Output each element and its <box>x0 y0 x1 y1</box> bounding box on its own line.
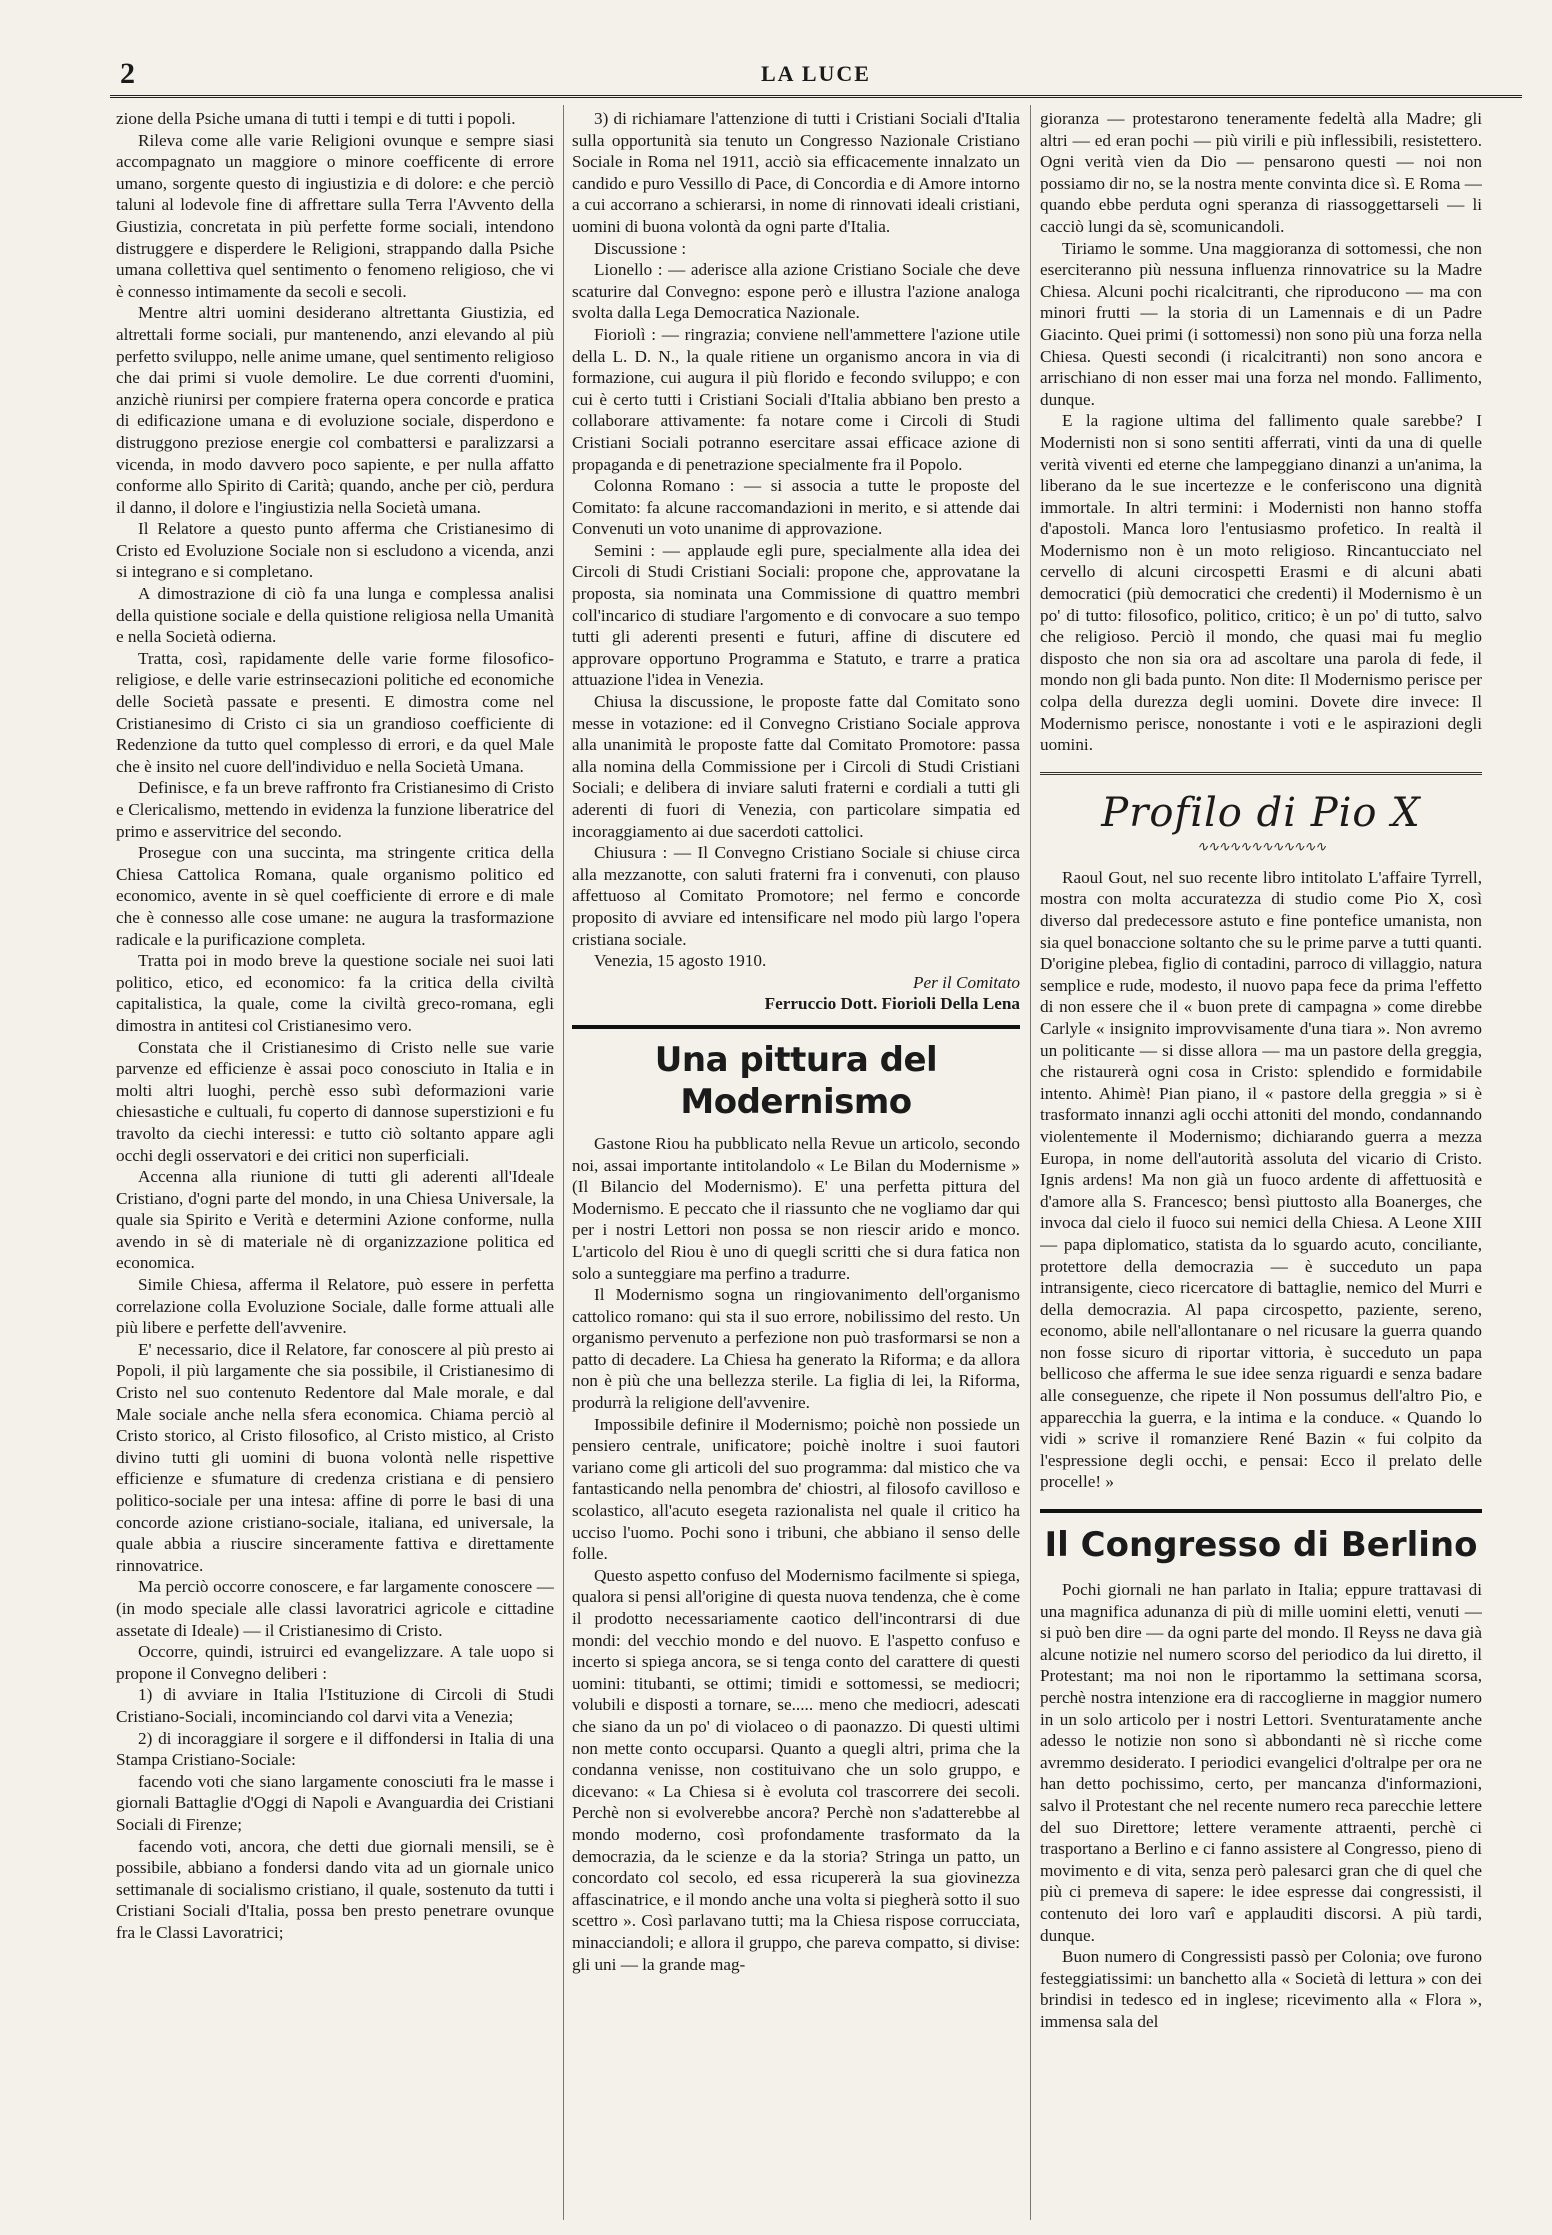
paragraph: Occorre, quindi, istruirci ed evangelizzare. A tale uopo si propone il Convegno deliberi : <box>116 1642 554 1683</box>
paragraph: 3) di richiamare l'attenzione di tutti i Cristiani Sociali d'Italia sulla opportunità sia tenuto un Congresso Nazionale Cristiano Sociale in Roma nel 1911, acciò sia efficacemente innalzato un candido e puro Vessillo di Pace, di Concordia e di Amore intorno a cui accorrano a schierarsi, in nome di rinnovati ideali cristiani, uomini di buona volontà da ogni parte d'Italia. <box>572 109 1020 236</box>
paragraph: Impossibile definire il Modernismo; poichè non possiede un pensiero centrale, unificatore; poichè inoltre i suoi fautori variano come gli articoli del suo programma: dal mistico che va fantasticando nella penombra de' chiostri, al filosofo cavilloso e scolastico, all'acuto esegeta razionalista nel quale il critico ha ucciso l'uomo. Pochi sono i tribuni, che abbiano il senso delle folle. <box>572 1414 1020 1564</box>
column-3 <box>1040 108 1482 2218</box>
paragraph: 2) di incoraggiare il sorgere e il diffondersi in Italia di una Stampa Cristiano-Sociale: <box>116 1728 554 1770</box>
paragraph: Accenna alla riunione di tutti gli aderenti all'Ideale Cristiano, d'ogni parte del mondo, in una Chiesa Universale, la quale sia Spirito e Verità e determini Azione conforme, nulla avendo in sè di materiale nè di organizzazione politica ed economica. <box>116 1167 554 1273</box>
paragraph: Chiusa la discussione, le proposte fatte dal Comitato sono messe in votazione: ed il Convegno Cristiano Sociale approva alla unanimità le proposte fatte dal Comitato Promotore: passa alla nomina della Commissione per i Circoli di Studi Cristiani Sociali; e delibera di inviare saluti fraterni e cordiali a tutti gli aderenti di fuori di Venezia, con particolare simpatia ed incoraggiamento ai due sacerdoti cattolici. <box>572 692 1020 841</box>
paragraph: Il Relatore a questo punto afferma che Cristianesimo di Cristo ed Evoluzione Sociale non si escludono a vicenda, anzi si integrano e si completano. <box>116 519 554 582</box>
paragraph: Colonna Romano : — si associa a tutte le proposte del Comitato: fa alcune raccomandazioni in merito, e si attende dai Convenuti un voto unanime di approvazione. <box>572 476 1020 539</box>
paragraph: Tiriamo le somme. Una maggioranza di sottomessi, che non eserciteranno più nessuna influenza rinnovatrice su la Madre Chiesa. Alcuni pochi ricalcitranti, che riproducono — ma con minori frutti — la storia di un Lamennais e di un Padre Giacinto. Quei primi (i sottomessi) non sono più una forza nella Chiesa. Questi secondi (i ricalcitranti) non sono ancora e arrischiano di non esser mai una forza nel mondo. Fallimento, dunque. <box>1040 238 1482 409</box>
paragraph: Chiusura : — Il Convegno Cristiano Sociale si chiuse circa alla mezzanotte, con saluti fraterni fra i convenuti, con plauso affettuoso al Comitato Promotore; nel fermo e concorde proposito di avviare ed intensificare nel modo più largo l'opera cristiana sociale. <box>572 843 1020 949</box>
paragraph: E' necessario, dice il Relatore, far conoscere al più presto ai Popoli, il più largamente che sia possibile, il Cristianesimo di Cristo nel suo contenuto Redentore dal Male morale, e dal Male sociale anche nella sfera economica. Chiama perciò al Cristo storico, al Cristo filosofico, al Cristo mistico, al Cristo divino tutti gli uomini di buona volontà nelle rispettive efficienze e sfumature di credenza cristiana e di pensiero politico-sociale per una intesa: affine di porre le basi di una concorde azione cristiano-sociale, italiana, ed universale, la quale abbia a riuscire sinceramente fattiva e direttamente rinnovatrice. <box>116 1339 554 1575</box>
paragraph: Constata che il Cristianesimo di Cristo nelle sue varie parvenze ed efficienze è assai poco conosciuto in Italia e in molti altri luoghi, perchè esso subì deformazioni varie chiesastiche e cultuali, fu coperto di dannose superstizioni e fu travolto da ciechi interessi: e tutto ciò soltanto appare agli occhi degli osservatori e dei critici non superficiali. <box>116 1037 554 1165</box>
paragraph: Lionello : — aderisce alla azione Cristiano Sociale che deve scaturire dal Convegno: espone però e illustra l'azione analoga svolta dalla Lega Democratica Nazionale. <box>572 260 1020 323</box>
paragraph: facendo voti, ancora, che detti due giornali mensili, se è possibile, abbiano a fondersi dando vita ad un giornale unico settimanale di socialismo cristiano, il quale, sostenuto da tutti i Cristiani Sociali d'Italia, possa ben presto penetrare ovunque fra le Classi Lavoratrici; <box>116 1836 554 1942</box>
paragraph: Prosegue con una succinta, ma stringente critica della Chiesa Cattolica Romana, quale organismo politico ed economico, avente in sè quel coefficiente di errore e di male che è connesso alle cose umane: ne augura la trasformazione radicale e la purificazione completa. <box>116 843 554 949</box>
paragraph: Venezia, 15 agosto 1910. <box>594 951 767 971</box>
column-1 <box>116 108 554 2218</box>
paragraph: Buon numero di Congressisti passò per Colonia; ove furono festeggiatissimi: un banchetto alla « Società di lettura » con dei brindisi in tedesco ed in inglese; ricevimento alla « Flora », immensa sala del <box>1040 1947 1482 2031</box>
signature-name: Ferruccio Dott. Fiorioli Della Lena <box>764 994 1020 1014</box>
paragraph: Tratta poi in modo breve la questione sociale nei suoi lati politico, etico, ed economico: fa la critica della civiltà capitalistica, la quale, come la civiltà greco-romana, egli dimostra in antitesi col Cristianesimo vero. <box>116 951 554 1035</box>
page-number: 2 <box>120 57 135 90</box>
paragraph: Tratta, così, rapidamente delle varie forme filosofico-religiose, e delle varie estrinsecazioni politiche ed economiche delle Società passate e presenti. E dimostra come nel Cristianesimo di Cristo ci sia un grandioso coefficiente di Redenzione da tutto quel complesso di errori, e da quel Male che è insito nel cuore dell'individuo e nella Società Umana. <box>116 648 554 776</box>
paragraph: 1) di avviare in Italia l'Istituzione di Circoli di Studi Cristiano-Sociali, incominciando col darvi vita a Venezia; <box>116 1685 554 1726</box>
decorative-wave-icon: ∿∿∿∿∿∿∿∿∿∿∿∿ <box>1196 838 1326 855</box>
article-headline <box>1040 772 1482 853</box>
paragraph: gioranza — protestarono teneramente fedeltà alla Madre; gli altri — ed eran pochi — più virili e più inflessibili, resistettero. Ogni verità vien da Dio — pensarono questi — noi non possiamo dir no, se la nostra mente convinta dice sì. E Roma — quando ebbe perduta ogni speranza di riassoggettarseli — li cacciò lungi da sè, scomunicandoli. <box>1040 109 1482 236</box>
paragraph: E la ragione ultima del fallimento quale sarebbe? I Modernisti non si sono sentiti afferrati, vinti da una di quelle verità viventi ed eterne che lampeggiano dinanzi a un'anima, la liberano da le sue incertezze e le conferiscono una dignità immortale. In altri termini: i Modernisti non hanno stoffa d'apostoli. Manca loro l'entusiasmo profetico. In realtà il Modernismo non è un moto religioso. Rincantucciato nel cervello di alcuni circospetti Erasmi e di alcuni abati democratici (più democratici che credenti) il Modernismo è un po' di tutto: filosofico, politico, critico; è un po' di tutto, salvo che religioso. Perciò il mondo, che quasi mai fu meglio disposto che non sia ora ad ascoltare una parola di fede, il mondo non gli bada punto. Non dite: Il Modernismo perisce per colpa della durezza degli uomini. Dovete dire invece: Il Modernismo perisce, nonostante i voti e le aspirazioni degli uomini. <box>1040 411 1482 755</box>
paragraph: Definisce, e fa un breve raffronto fra Cristianesimo di Cristo e Clericalismo, mettendo in evidenza la funzione liberatrice del primo e asservitrice del secondo. <box>116 778 554 841</box>
paragraph: Semini : — applaude egli pure, specialmente alla idea dei Circoli di Studi Cristiani Sociali: propone che, approvatane la proposta, sia nominata una Commissione di quattro membri coll'incarico di studiare l'argomento e di convocare a suo tempo tutti gli aderenti presenti e futuri, affine di discutere ed approvare opportuno Programma e Statuto, e trarre a pratica attuazione l'idea in Venezia. <box>572 540 1020 690</box>
column-divider <box>1030 105 1031 2220</box>
article-headline: Una pittura del Modernismo <box>572 1025 1020 1123</box>
paragraph: A dimostrazione di ciò fa una lunga e complessa analisi della quistione sociale e della quistione religiosa nella Umanità e nella Società odierna. <box>116 584 554 647</box>
paragraph: Discussione : <box>594 238 687 258</box>
article-headline: Il Congresso di Berlino <box>1040 1509 1482 1567</box>
headline-text: Profilo di Pio X <box>1101 789 1421 836</box>
paragraph: Pochi giornali ne han parlato in Italia; eppure trattavasi di una magnifica adunanza di più di mille uomini eletti, venuti — si può ben dire — da ogni parte del mondo. Il Reyss ne dava già alcune notizie nel numero scorso del periodico da lui diretto, il Protestant; ma noi non le riportammo la settimana scorsa, perchè nostra intenzione era di raccoglierne in maggior numero in un solo articolo per i nostri Lettori. Sventuratamente anche adesso le notizie non sono sì abbondanti nè sì ricche come avremmo desiderato. I periodici evangelici d'oltralpe per ora ne han detto pochissimo, certo, per mancanza d'informazioni, salvo il Protestant che nel recente numero reca parecchie lettere del suo Direttore; lettere veramente attraenti, perchè ci trasportano a Berlino e ci fanno assistere al Congresso, pieno di movimento e di vita, senza però palesarci gran che di quel che più ci premeva di sapere: le idee espresse dai congressisti, il contenuto dei loro varî e applauditi discorsi. A più tardi, dunque. <box>1040 1580 1482 1945</box>
paragraph: Questo aspetto confuso del Modernismo facilmente si spiega, qualora si pensi all'origine di questa nuova tendenza, che è come il prodotto necessariamente caotico dell'incontrarsi di due mondi: del vecchio mondo e del nuovo. E l'aspetto confuso e incerto si spiega ancora, se si tenga conto del carattere di questi uomini: titubanti, se ottimi; timidi e sottomessi, se mediocri; volubili e disposti a tornare, se..... meno che mediocri, adescati che siano da un po' di violaceo o di paonazzo. Di questi ultimi non mette conto occuparsi. Quanto a quegli altri, prima che la condanna venisse, non costituivano che un solo gruppo, e dicevano: « La Chiesa si è evoluta col trascorrere dei secoli. Perchè non si evolverebbe ancora? Perchè non s'adatterebbe al mondo moderno, così profondamente trasformato da la democrazia, da le scienze e da la storia? Stringa un patto, un concordato col secolo, ed essa ricupererà la sua giovinezza affascinatrice, e il mondo anche una volta si piegherà sotto il suo scettro ». Così parlavano tutti; ma la Chiesa rispose corrucciata, minacciandoli; e allora il gruppo, che pareva compatto, si divise: gli uni — la grande mag- <box>572 1565 1020 1974</box>
page-header <box>110 55 1522 98</box>
paragraph: Raoul Gout, nel suo recente libro intitolato L'affaire Tyrrell, mostra con molta accuratezza di studio come Pio X, così diverso dal predecessore astuto e fine pontefice umanista, non sia quel bonaccione soltanto che su le prime parve a tutti quanti. D'origine plebea, figlio di contadini, parroco di villaggio, natura semplice e rude, modesto, il nuovo papa fece da prima l'effetto di non essere che il « buon prete di campagna » come direbbe Carlyle « insignito improvvisamente d'una tiara ». Non avremo un politicante — si disse allora — ma un pastore della greggia, che ristaurerà ogni cosa in Cristo: splendido e formidabile intento. Ahimè! Pian piano, il « pastore della greggia » si è trasformato innanzi agli occhi attoniti del mondo, condannando violentemente il Modernismo; dichiarando guerra a mezza Europa, in nome dell'autorità assoluta del vicario di Cristo. Ignis ardens! Ma non già un fuoco ardente di affettuosità e d'amore alla S. Francesco; bensì piuttosto alla Boanerges, che invoca dal cielo il fuoco sui nemici della Chiesa. A Leone XIII — papa diplomatico, statista da lo sguardo acuto, conciliante, protettore della democrazia — è succeduto un papa intransigente, cieco ricercatore di battaglie, nemico del Murri e della democrazia. Al papa circospetto, paziente, sereno, economo, abile nell'allontanare o nel ricusare la guerra quando non fosse sicuro di riportar vittoria, è succeduto un papa bellicoso che afferma le sue idee senza riguardi e senza badare alle conseguenze, che ripete il Non possumus dell'altro Pio, e apparecchia la guerra, e la intima e la conduce. « Quando lo vidi » scrive il romanziere René Bazin « fui colpito da l'espressione degli occhi, e pensai: Ecco il prelato delle procelle! » <box>1040 867 1482 1492</box>
column-2 <box>572 108 1020 2218</box>
column-divider <box>563 105 564 2220</box>
paragraph: Rileva come alle varie Religioni ovunque e sempre siasi accompagnato un maggiore o minore coefficente di errore umano, sorgente questo di ingiustizia e di dolore: e che perciò taluni al lodevole fine di affrettare sulla Terra l'Avvento della Giustizia, concretata in più perfette forme sociali, intendono distruggere e disperdere le Religioni, strappando dalla Psiche umana collettiva quel sentimento o fenomeno religioso, che vi è connesso intimamente da secoli e secoli. <box>116 130 554 301</box>
paragraph: Il Modernismo sogna un ringiovanimento dell'organismo cattolico romano: qui sta il suo errore, nobilissimo del resto. Un organismo pervenuto a perfezione non può trasformarsi se non a patto di decadere. La Chiesa ha generato la Riforma; e da allora non è più che una bellezza sterile. La figlia di lei, la Riforma, produrrà la religione dell'avvenire. <box>572 1285 1020 1413</box>
paragraph: zione della Psiche umana di tutti i tempi e di tutti i popoli. <box>116 109 516 128</box>
paragraph: Gastone Riou ha pubblicato nella Revue un articolo, secondo noi, assai importante intitolandolo « Le Bilan du Modernisme » (Il Bilancio del Modernismo). E' una perfetta pittura del Modernismo. E peccato che il riassunto che ne vogliamo dar qui per i nostri Lettori non possa se non riescir arido e monco. L'articolo del Riou è uno di quegli scritti che si dura fatica non solo a sunteggiare ma perfino a tradurre. <box>572 1133 1020 1283</box>
paragraph: Simile Chiesa, afferma il Relatore, può essere in perfetta correlazione colla Evoluzione Sociale, dalle forme attuali alle più libere e perfette dell'avvenire. <box>116 1275 554 1338</box>
paragraph: Fioriolì : — ringrazia; conviene nell'ammettere l'azione utile della L. D. N., la quale ritiene un organismo ancora in via di formazione, cui augura il più florido e fecondo sviluppo; e con cui è certo tutti i Cristiani Sociali d'Italia abbiano ben presto a collaborare attivamente: fa notare come i Circoli di Studi Cristiani Sociali potranno esercitare assai efficace azione di propaganda e di penetrazione specialmente fra il Popolo. <box>572 324 1020 474</box>
masthead-title: LA LUCE <box>761 61 871 86</box>
paragraph: Mentre altri uomini desiderano altrettanta Giustizia, ed altrettali forme sociali, pur mantenendo, anzi elevando al più perfetto sviluppo, nelle anime umane, quel sentimento religioso che dai primi si vuole demolire. Le due correnti d'uomini, anzichè riunirsi per compiere fraterna opera concorde e pratica di edificazione umana e di evoluzione sociale, disperdono e distruggono preziose energie col combattersi e paralizzarsi a vicenda, in modo davvero poco sapiente, e per nulla affatto conforme allo Spirito di Carità; quando, anche per ciò, perdura il danno, il dolore e l'ingiustizia nella Società umana. <box>116 303 554 517</box>
paragraph: facendo voti che siano largamente conosciuti fra le masse i giornali Battaglie d'Oggi di Napoli e Avanguardia dei Cristiani Sociali di Firenze; <box>116 1771 554 1834</box>
signature-line: Per il Comitato <box>913 972 1020 992</box>
paragraph: Ma perciò occorre conoscere, e far largamente conoscere — (in modo speciale alle classi lavoratrici agricole e cittadine assetate di Ideale) — il Cristianesimo di Cristo. <box>116 1577 554 1640</box>
